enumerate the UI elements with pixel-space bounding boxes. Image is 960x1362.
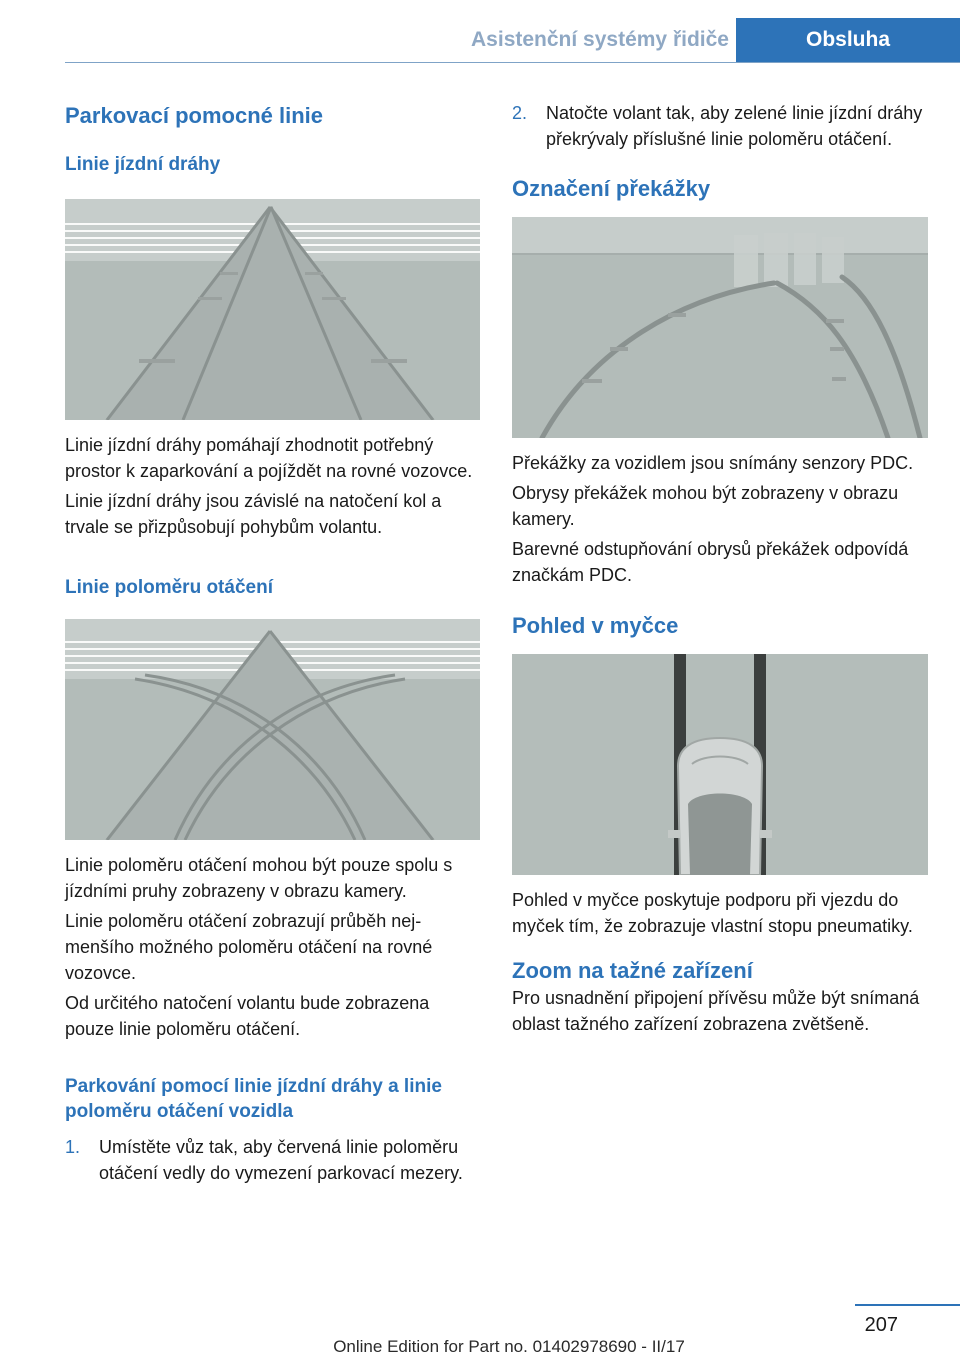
paragraph-obstacle-2: Obrysy překážek mohou být zobrazeny v obrazu kamery. bbox=[512, 483, 899, 529]
page-number: 207 bbox=[864, 1314, 898, 1336]
header-chapter-tab: Obsluha bbox=[736, 18, 960, 62]
section-title-obstacle: Označení překážky bbox=[512, 176, 711, 201]
paragraph-obstacle-3: Barevné odstupňování obrysů překážek odpovídá značkám PDC. bbox=[512, 539, 909, 585]
list-text: Umístěte vůz tak, aby červená linie poloměru otáčení vedly do vymezení parkovací mezery. bbox=[99, 1137, 463, 1183]
list-item-step-1 bbox=[65, 1134, 480, 1186]
list-text: Natočte volant tak, aby zelené linie jízdní dráhy překrývaly příslušné linie poloměru otáčení. bbox=[546, 103, 923, 149]
list-number: 2. bbox=[512, 103, 528, 123]
figure-carwash-view bbox=[512, 654, 928, 875]
paragraph-carwash-1: Pohled v myčce poskytuje podporu při vjezdu do myček tím, že zobrazuje vlastní stopu pneumatiky. bbox=[512, 890, 913, 936]
footer-rule bbox=[855, 1304, 960, 1306]
section-title-carwash: Pohled v myčce bbox=[512, 613, 679, 638]
list-item-step-2 bbox=[512, 100, 928, 152]
header-rule bbox=[65, 62, 960, 63]
paragraph-radius-3: Od určitého natočení volantu bude zobrazena pouze linie poloměru otáčení. bbox=[65, 993, 430, 1039]
figure-lane-lines bbox=[65, 199, 480, 420]
left-column bbox=[65, 100, 480, 1186]
figure-turning-radius bbox=[65, 619, 480, 840]
figure-obstacle-marking bbox=[512, 217, 928, 438]
heading-parking-procedure: Parkování pomocí linie jízdní dráhy a linie poloměru otáčení vozidla bbox=[65, 1076, 442, 1122]
section-title-parking-lines: Parkovací pomocné linie bbox=[65, 103, 323, 128]
paragraph-lane-1: Linie jízdní dráhy pomáhají zhodnotit potřebný prostor k zaparkování a pojíždět na rovné vozovce. bbox=[65, 435, 473, 481]
right-column bbox=[512, 100, 928, 1037]
paragraph-radius-1: Linie poloměru otáčení mohou být pouze spolu s jízdními pruhy zobrazeny v obrazu kamery. bbox=[65, 855, 453, 901]
paragraph-obstacle-1: Překážky za vozidlem jsou snímány senzory PDC. bbox=[512, 453, 914, 473]
heading-turning-radius: Linie poloměru otáčení bbox=[65, 577, 273, 598]
paragraph-radius-2: Linie poloměru otáčení zobrazují průběh nejmenšího možného poloměru otáčení na rovné vozovce. bbox=[65, 911, 433, 983]
footer-edition: Online Edition for Part no. 01402978690 - II/17 bbox=[333, 1337, 685, 1356]
heading-lane-lines: Linie jízdní dráhy bbox=[65, 154, 221, 175]
list-number: 1. bbox=[65, 1137, 81, 1157]
paragraph-lane-2: Linie jízdní dráhy jsou závislé na natočení kol a trvale se přizpůsobují pohybům volantu. bbox=[65, 491, 442, 537]
paragraph-zoom-1: Pro usnadnění připojení přívěsu může být snímaná oblast tažného zařízení zobrazena zvětšeně. bbox=[512, 988, 920, 1034]
header-section-tab: Asistenční systémy řidiče bbox=[471, 28, 729, 51]
section-title-towbar-zoom: Zoom na tažné zařízení bbox=[512, 958, 753, 983]
